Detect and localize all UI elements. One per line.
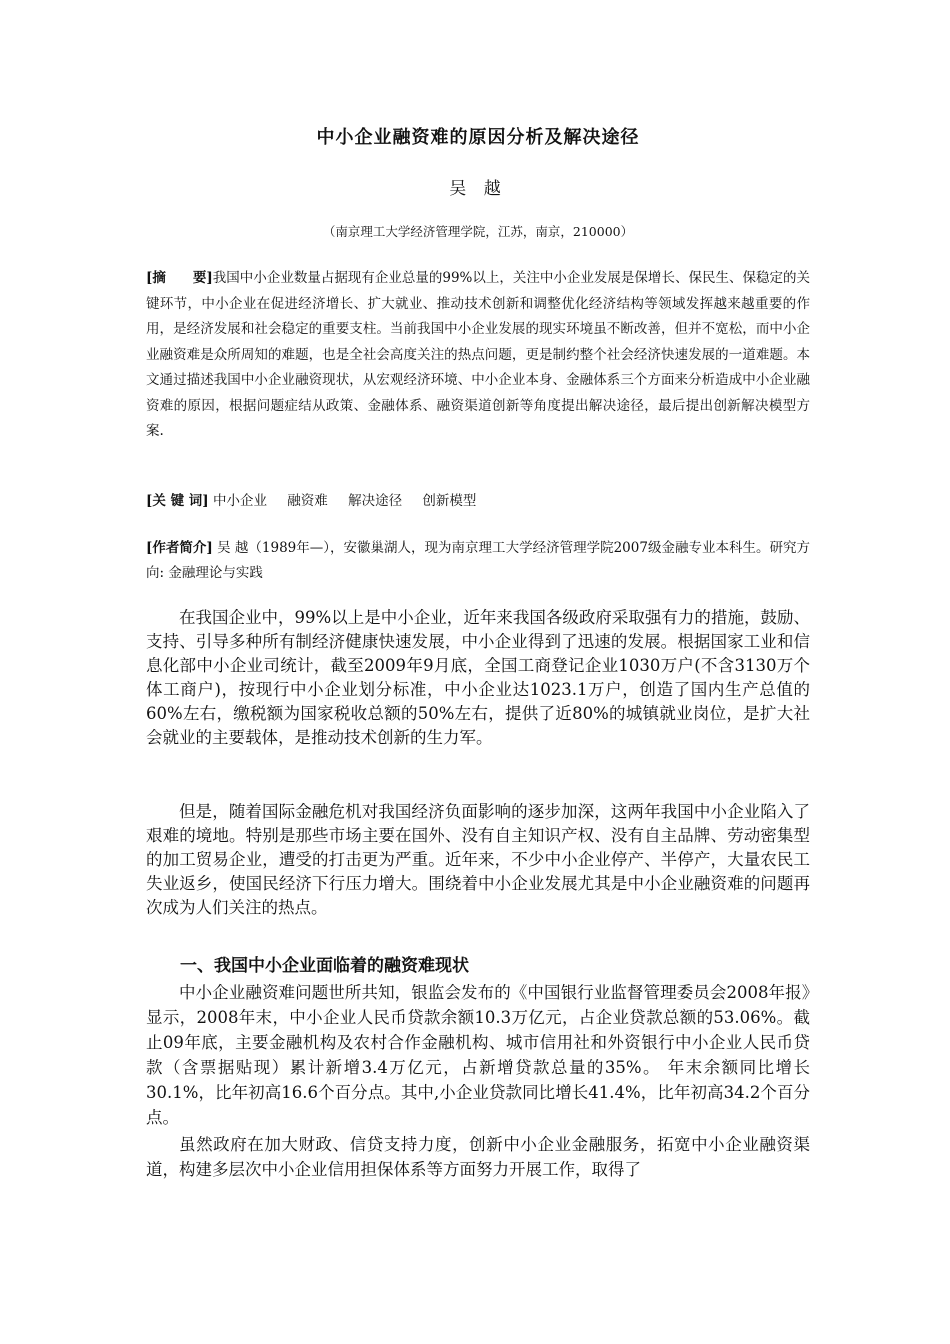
section-paragraph: 中小企业融资难问题世所共知，银监会发布的《中国银行业监督管理委员会2008年报》显示，2008年末，中小企业人民币贷款余额10.3万亿元，占企业贷款总额的53.06%。截止09年底，主要金融机构及农村合作金融机构、城市信用社和外资银行中小企业人民币贷款（含票据贴现）累计新增3.4万亿元，占新增贷款总量的35%。 年末余额同比增长30.1%，比年初高16.6个百分点。其中,小企业贷款同比增长41.4%，比年初高34.2个百分点。 bbox=[146, 983, 810, 1127]
body-paragraph: 但是，随着国际金融危机对我国经济负面影响的逐步加深，这两年我国中小企业陷入了艰难的境地。特别是那些市场主要在国外、没有自主知识产权、没有自主品牌、劳动密集型的加工贸易企业，遭受的打击更为严重。近年来，不少中小企业停产、半停产，大量农民工失业返乡，使国民经济下行压力增大。围绕着中小企业发展尤其是中小企业融资难的问题再次成为人们关注的热点。 bbox=[146, 802, 810, 917]
abstract-text: 我国中小企业数量占据现有企业总量的99%以上，关注中小企业发展是保增长、保民生、保稳定的关键环节，中小企业在促进经济增长、扩大就业、推动技术创新和调整优化经济结构等领域发挥越来越重要的作用，是经济发展和社会稳定的重要支柱。当前我国中小企业发展的现实环境虽不断改善，但并不宽松，而中小企业融资难是众所周知的难题，也是全社会高度关注的热点问题，更是制约整个社会经济快速发展的一道难题。本文通过描述我国中小企业融资现状，从宏观经济环境、中小企业本身、金融体系三个方面来分析造成中小企业融资难的原因，根据问题症结从政策、金融体系、融资渠道创新等角度提出解决途径，最后提出创新解决模型方案. bbox=[146, 270, 810, 439]
keyword-item: 解决途径 bbox=[348, 493, 403, 509]
author-affiliation: （南京理工大学经济管理学院，江苏，南京，210000） bbox=[322, 224, 634, 239]
section-heading: 一、我国中小企业面临着的融资难现状 bbox=[180, 956, 469, 976]
keyword-item: 中小企业 bbox=[212, 493, 267, 509]
author-name: 吴 越 bbox=[449, 179, 507, 199]
section-paragraph: 虽然政府在加大财政、信贷支持力度，创新中小企业金融服务，拓宽中小企业融资渠道，构建多层次中小企业信用担保体系等方面努力开展工作，取得了 bbox=[146, 1135, 810, 1179]
abstract-block bbox=[146, 266, 810, 445]
keywords-label: [关 键 词] bbox=[146, 493, 209, 509]
author-bio-block bbox=[146, 536, 810, 586]
author-bio-label: [作者简介] bbox=[146, 540, 213, 556]
author-bio-text: 吴 越（1989年—），安徽巢湖人，现为南京理工大学经济管理学院2007级金融专业本科生。研究方向: 金融理论与实践 bbox=[146, 540, 810, 581]
keyword-item: 融资难 bbox=[287, 493, 328, 509]
keyword-item: 创新模型 bbox=[422, 493, 477, 509]
keywords-block bbox=[146, 489, 810, 514]
paper-title: 中小企业融资难的原因分析及解决途径 bbox=[316, 127, 640, 148]
abstract-label: [摘 要] bbox=[146, 270, 213, 286]
body-paragraph: 在我国企业中，99%以上是中小企业，近年来我国各级政府采取强有力的措施，鼓励、支持、引导多种所有制经济健康快速发展，中小企业得到了迅速的发展。根据国家工业和信息化部中小企业司统计，截至2009年9月底，全国工商登记企业1030万户(不含3130万个体工商户)，按现行中小企业划分标准，中小企业达1023.1万户，创造了国内生产总值的60%左右，缴税额为国家税收总额的50%左右，提供了近80%的城镇就业岗位，是扩大社会就业的主要载体，是推动技术创新的生力军。 bbox=[146, 608, 810, 747]
